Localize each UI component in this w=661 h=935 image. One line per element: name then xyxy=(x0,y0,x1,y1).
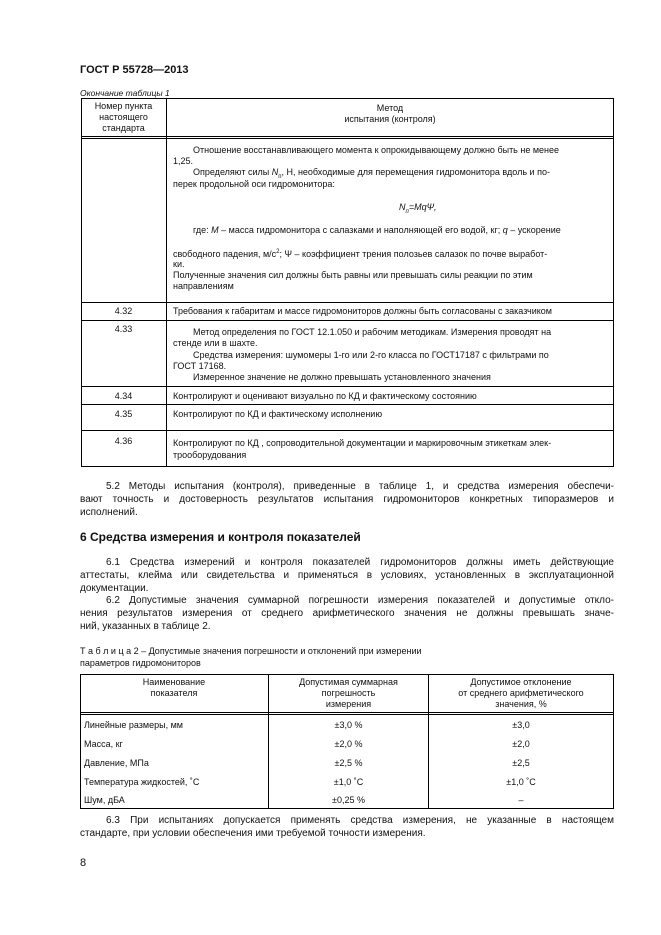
section-6-title: 6 Средства измерения и контроля показателей xyxy=(80,530,361,544)
table2-caption: Т а б л и ц а 2 – Допустимые значения погрешности и отклонений при измерении параметров гидромониторов xyxy=(80,646,422,668)
paragraph-6-1: 6.1 Средства измерений и контроля показателей гидромониторов должны иметь действующие аттестаты, клейма или свидетельства и применяться в условиях, установленных в эксплуатационной документации. xyxy=(80,557,614,594)
table2-cell-deviation: ±3,0 xyxy=(512,720,530,730)
table2-cell-error: ±0,25 % xyxy=(332,795,365,805)
table2-cell-name: Линейные размеры, мм xyxy=(84,720,183,730)
table2-cell-name: Температура жидкостей, ˚С xyxy=(84,777,200,787)
table2-cell-error: ±1,0 ˚С xyxy=(333,777,364,787)
table2-header-deviation: Допустимое отклонение от среднего арифметического значения, % xyxy=(458,677,584,709)
paragraph-6-2: 6.2 Допустимые значения суммарной погрешности измерения показателей и допустимые откло- нения результатов измерения от среднего арифметического значения не должны превышать значе- ний, указанных в таблице 2. xyxy=(80,595,614,632)
table1-row-method: Требования к габаритам и массе гидромониторов должны быть согласованы с заказчиком xyxy=(173,306,552,316)
formula: $N_п=Mq\Psi$, xyxy=(399,202,437,215)
document-header: ГОСТ Р 55728—2013 xyxy=(80,64,189,76)
table2-cell-name: Масса, кг xyxy=(84,739,123,749)
table2-cell-deviation: – xyxy=(518,795,524,805)
table2-cell-error: ±2,0 % xyxy=(334,739,363,749)
table1-col2-header: Метод испытания (контроля) xyxy=(344,103,436,125)
paragraph-6-3: 6.3 При испытаниях допускается применять средства измерения, не указанные в настоящем стандарте, при условии обеспечения ими требуемой точности измерения. xyxy=(80,815,614,839)
table2-cell-name: Шум, дБА xyxy=(84,795,125,805)
table1-row-method: Контролируют и оценивают визуально по КД и фактическому состоянию xyxy=(173,391,477,401)
table1-row-number: 4.34 xyxy=(114,391,133,401)
table2-cell-deviation: ±2,0 xyxy=(512,739,530,749)
table2-cell-name: Давление, МПа xyxy=(84,758,149,768)
table2-cell-error: ±2,5 % xyxy=(334,758,363,768)
page-number: 8 xyxy=(80,857,87,869)
table-2 xyxy=(80,674,614,809)
table1-col1-header: Номер пункта настоящего стандарта xyxy=(94,101,153,134)
table1-row-number: 4.33 xyxy=(114,324,133,334)
table2-header-name: Наименование показателя xyxy=(142,677,206,698)
table2-header-error: Допустимая суммарная погрешность измерения xyxy=(299,677,398,709)
table1-row-number: 4.35 xyxy=(114,409,133,419)
table1-row-number: 4.32 xyxy=(114,306,133,316)
table-1: Номер пункта настоящего стандарта Метод испытания (контроля) Отношение восстанавливающего момента к опрокидывающему должно быть не менее 1,25. Определяют силы $N_п$, Н, необходимые для перемещения гидромонитора вдоль и по- перек продольной оси гидромонитора: $N_п=Mq\Psi$, где: M – масса гидромонитора с салазками и наполняющей его водой, кг; q – ускорение свободного падения, $м/с^2$; Ψ – коэффициент трения полозьев салазок по почве выработ- ки. Полученные значения сил должны быть равны или превышать силы реакции по этим направлениям 4.32 Требования к габаритам и массе гидромониторов должны быть согласованы с заказчиком 4.33 Метод определения по ГОСТ 12.1.050 и рабочим методикам. Измерения проводят на стенде или в шахте. Средства измерения: шумомеры 1-го или 2-го класса по ГОСТ17187 с фильтрами по ГОСТ 17168. Измеренное значение не должно превышать установленного значения 4.34 Контролируют и оценивают визуально по КД и фактическому состоянию 4.35 Контролируют по КД и фактическому исполнению 4.36 Контролируют по КД , сопроводительной документации и маркировочным этикеткам элек- трооборудования xyxy=(81,98,614,467)
table1-row-method: Контролируют по КД и фактическому исполнению xyxy=(173,409,383,419)
table1-row-number: 4.36 xyxy=(114,436,133,446)
table2-cell-deviation: ±2,5 xyxy=(512,758,530,768)
table1-continuation-label: Окончание таблицы 1 xyxy=(80,88,170,98)
table2-cell-deviation: ±1,0 ˚С xyxy=(506,777,536,787)
table2-cell-error: ±3,0 % xyxy=(334,720,363,730)
paragraph-5-2: 5.2 Методы испытания (контроля), приведенные в таблице 1, и средства измерения обеспечи- вают точность и достоверность результатов испытания гидромониторов конкретных типоразмеров и исполнений. xyxy=(80,481,614,518)
